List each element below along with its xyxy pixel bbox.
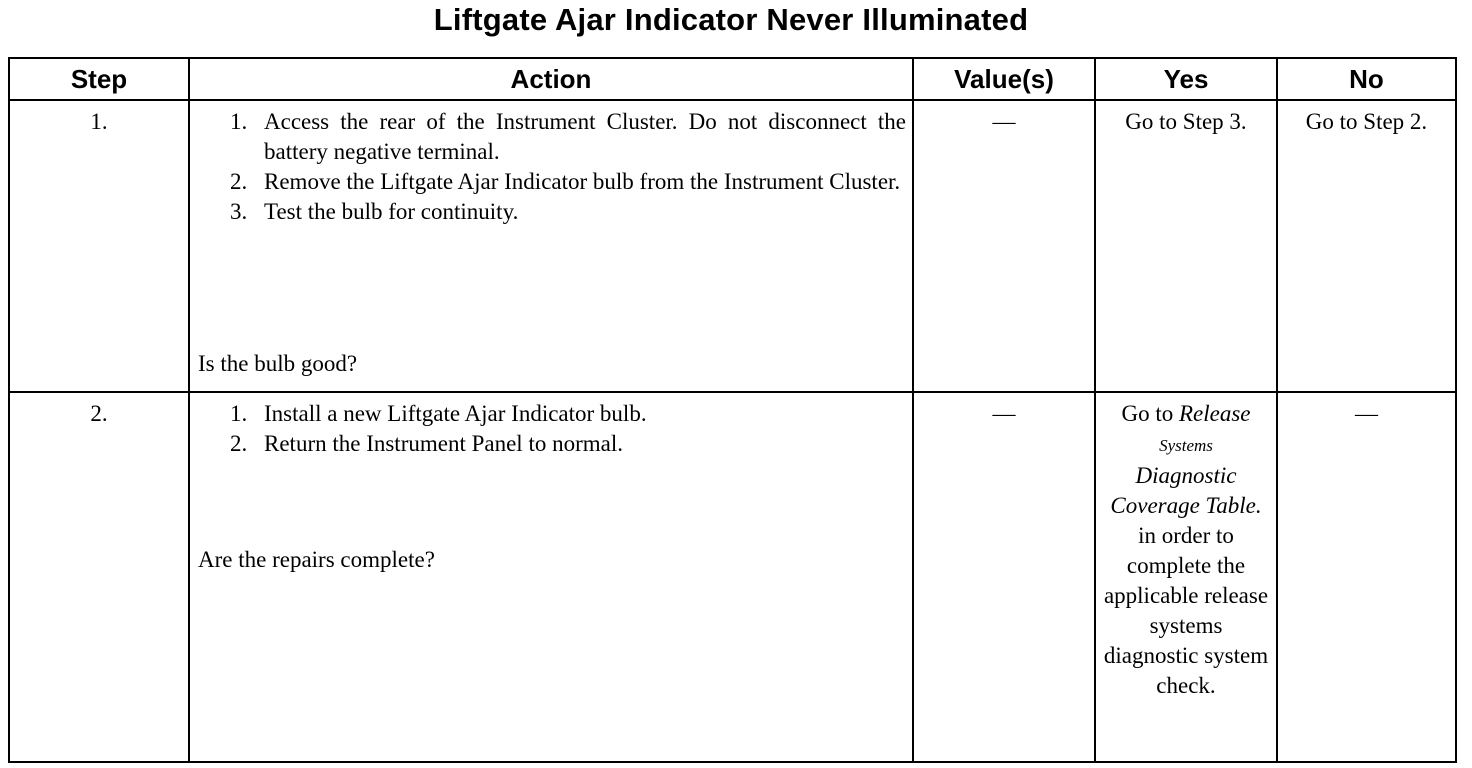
no-cell: Go to Step 2. <box>1277 100 1456 392</box>
action-number: 1. <box>230 109 248 134</box>
action-item <box>230 197 906 227</box>
yes-cell: Go to Step 3. <box>1095 100 1277 392</box>
step-cell: 1. <box>9 100 189 392</box>
action-number: 2. <box>230 431 248 456</box>
action-item <box>230 429 906 459</box>
action-question: Is the bulb good? <box>198 351 358 376</box>
yes-cell <box>1095 392 1277 762</box>
action-number: 2. <box>230 169 248 194</box>
yes-tail-text: in order to complete the applicable release systems diagnostic system check. <box>1103 523 1269 698</box>
action-text: Test the bulb for continuity. <box>264 199 519 224</box>
no-cell: — <box>1277 392 1456 762</box>
action-item <box>230 167 906 197</box>
header-step: Step <box>9 58 189 100</box>
reference-table-title: Diagnostic Coverage Table. <box>1110 463 1262 518</box>
action-text: Return the Instrument Panel to normal. <box>264 431 623 456</box>
header-yes: Yes <box>1095 58 1277 100</box>
action-number: 1. <box>230 401 248 426</box>
table-row <box>9 392 1456 762</box>
header-row <box>9 58 1456 100</box>
reference-systems: Systems <box>1159 436 1213 455</box>
action-item <box>230 107 906 167</box>
reference-release: Release <box>1178 401 1251 426</box>
action-question: Are the repairs complete? <box>198 547 435 572</box>
action-cell <box>189 392 913 762</box>
values-cell: — <box>913 100 1095 392</box>
values-cell: — <box>913 392 1095 762</box>
diagnostic-table <box>8 57 1457 763</box>
action-text: Install a new Liftgate Ajar Indicator bulb. <box>264 401 647 426</box>
step-cell: 2. <box>9 392 189 762</box>
action-number: 3. <box>230 199 248 224</box>
yes-lead-text: Go to <box>1121 401 1174 426</box>
action-item <box>230 399 906 429</box>
header-values: Value(s) <box>913 58 1095 100</box>
table-row <box>9 100 1456 392</box>
header-no: No <box>1277 58 1456 100</box>
header-action: Action <box>189 58 913 100</box>
action-list <box>190 393 912 459</box>
action-list <box>190 101 912 227</box>
action-cell <box>189 100 913 392</box>
page-title: Liftgate Ajar Indicator Never Illuminated <box>433 2 1029 37</box>
action-text: Access the rear of the Instrument Cluster. Do not disconnect the battery negative terminal. <box>264 109 906 164</box>
action-text: Remove the Liftgate Ajar Indicator bulb from the Instrument Cluster. <box>264 169 901 194</box>
